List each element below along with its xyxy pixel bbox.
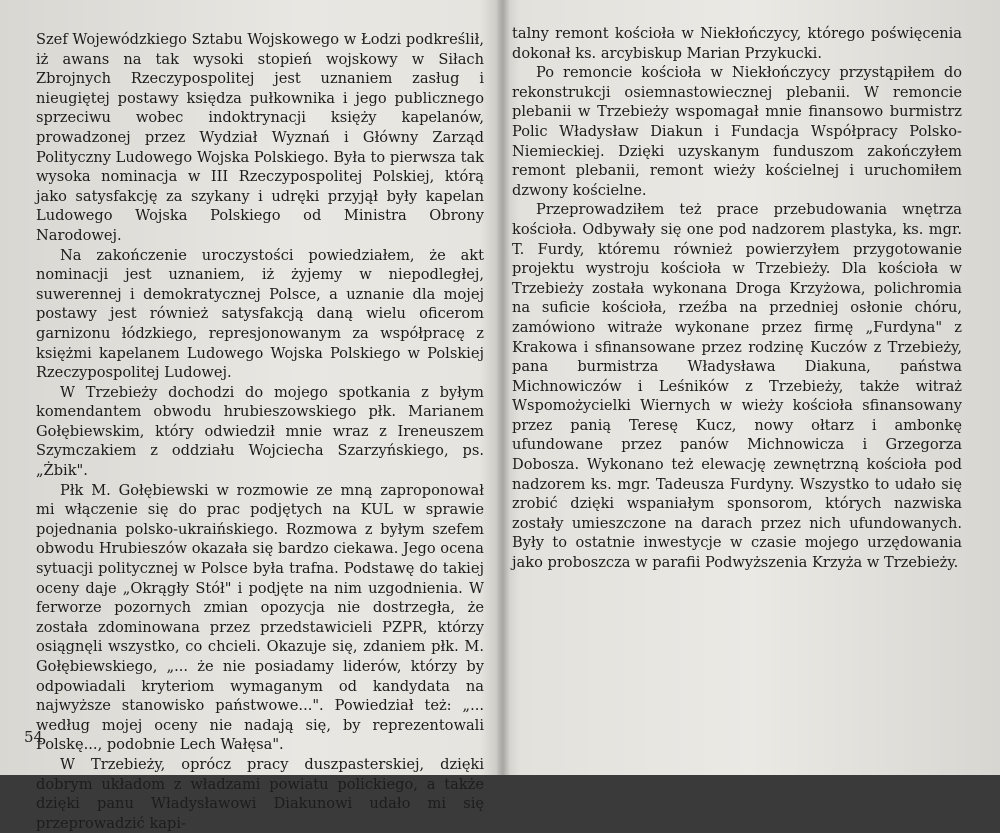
paragraph: W Trzebieży, oprócz pracy duszpasterskiej, dzięki dobrym układom z władzami powiatu polickiego, a także dzięki panu Władysławowi Diakunowi udało mi się przeprowadzić kapi- xyxy=(36,755,484,832)
left-page xyxy=(36,30,484,833)
paragraph: talny remont kościoła w Niekłończycy, którego poświęcenia dokonał ks. arcybiskup Marian Przykucki. xyxy=(512,25,962,62)
paragraph: Na zakończenie uroczystości powiedziałem, że akt nominacji jest uznaniem, iż żyjemy w niepodległej, suwerennej i demokratycznej Polsce, a uznanie dla mojej postawy jest również satysfakcją daną wielu oficerom garnizonu łódzkiego, represjonowanym za współpracę z księżmi kapelanem Ludowego Wojska Polskiego w Polskiej Rzeczypospolitej Ludowej. xyxy=(36,246,484,382)
paragraph: W Trzebieży dochodzi do mojego spotkania z byłym komendantem obwodu hrubieszowskiego płk. Marianem Gołębiewskim, który odwiedził mnie wraz z Ireneuszem Szymczakiem z oddziału Wojciecha Szarzyńskiego, ps. „Żbik". xyxy=(36,383,484,480)
page-number: 54 xyxy=(24,728,44,746)
paragraph: Przeprowadziłem też prace przebudowania wnętrza kościoła. Odbywały się one pod nadzorem plastyka, ks. mgr. T. Furdy, któremu również powierzyłem przygotowanie projektu wystroju kościoła w Trzebieży. Dla kościoła w Trzebieży została wykonana Droga Krzyżowa, polichromia na suficie kościoła, rzeźba na przedniej osłonie chóru, zamówiono witraże wykonane przez firmę „Furdyna" z Krakowa i sfinansowane przez rodzinę Kuczów z Trzebieży, pana burmistrza Władysława Diakuna, państwa Michnowiczów i Leśników z Trzebieży, także witraż Wspomożycielki Wiernych w wieży kościoła sfinansowany przez panią Teresę Kucz, nowy ołtarz i ambonkę ufundowane przez panów Michnowicza i Grzegorza Dobosza. Wykonano też elewację zewnętrzną kościoła pod nadzorem ks. mgr. Tadeusza Furdyny. Wszystko to udało się zrobić dzięki wspaniałym sponsorom, których nazwiska zostały umieszczone na darach przez nich ufundowanych. Były to ostatnie inwestycje w czasie mojego urzędowania jako proboszcza w parafii Podwyższenia Krzyża w Trzebieży. xyxy=(512,201,962,572)
book-gutter xyxy=(496,0,510,775)
right-page xyxy=(512,24,962,573)
paragraph: Szef Wojewódzkiego Sztabu Wojskowego w Łodzi podkreślił, iż awans na tak wysoki stopień wojskowy w Siłach Zbrojnych Rzeczypospolitej jest uznaniem zasług i nieugiętej postawy księdza pułkownika i jego publicznego sprzeciwu wobec indoktrynacji księży kapelanów, prowadzonej przez Wydział Wyznań i Główny Zarząd Polityczny Ludowego Wojska Polskiego. Była to pierwsza tak wysoka nominacja w III Rzeczypospolitej Polskiej, którą jako satysfakcję za szykany i udręki przyjął były kapelan Ludowego Wojska Polskiego od Ministra Obrony Narodowej. xyxy=(36,31,484,244)
paragraph: Po remoncie kościoła w Niekłończycy przystąpiłem do rekonstrukcji osiemnastowiecznej plebanii. W remoncie plebanii w Trzebieży wspomagał mnie finansowo burmistrz Polic Władysław Diakun i Fundacja Współpracy Polsko-Niemieckiej. Dzięki uzyskanym funduszom zakończyłem remont plebanii, remont wieży kościelnej i uruchomiłem dzwony kościelne. xyxy=(512,64,962,199)
paragraph: Płk M. Gołębiewski w rozmowie ze mną zaproponował mi włączenie się do prac podjętych na KUL w sprawie pojednania polsko-ukraińskiego. Rozmowa z byłym szefem obwodu Hrubieszów okazała się bardzo ciekawa. Jego ocena sytuacji politycznej w Polsce była trafna. Podstawę do takiej oceny daje „Okrągły Stół" i podjęte na nim uzgodnienia. W ferworze pozornych zmian opozycja nie dostrzegła, że została zdominowana przez przedstawicieli PZPR, którzy osiągnęli wszystko, co chcieli. Okazuje się, zdaniem płk. M. Gołębiewskiego, „... że nie posiadamy liderów, którzy by odpowiadali kryteriom wymaganym od kandydata na najwyższe stanowisko państwowe...". Powiedział też: „... według mojej oceny nie nadają się, by reprezentowali Polskę..., podobnie Lech Wałęsa". xyxy=(36,481,484,754)
